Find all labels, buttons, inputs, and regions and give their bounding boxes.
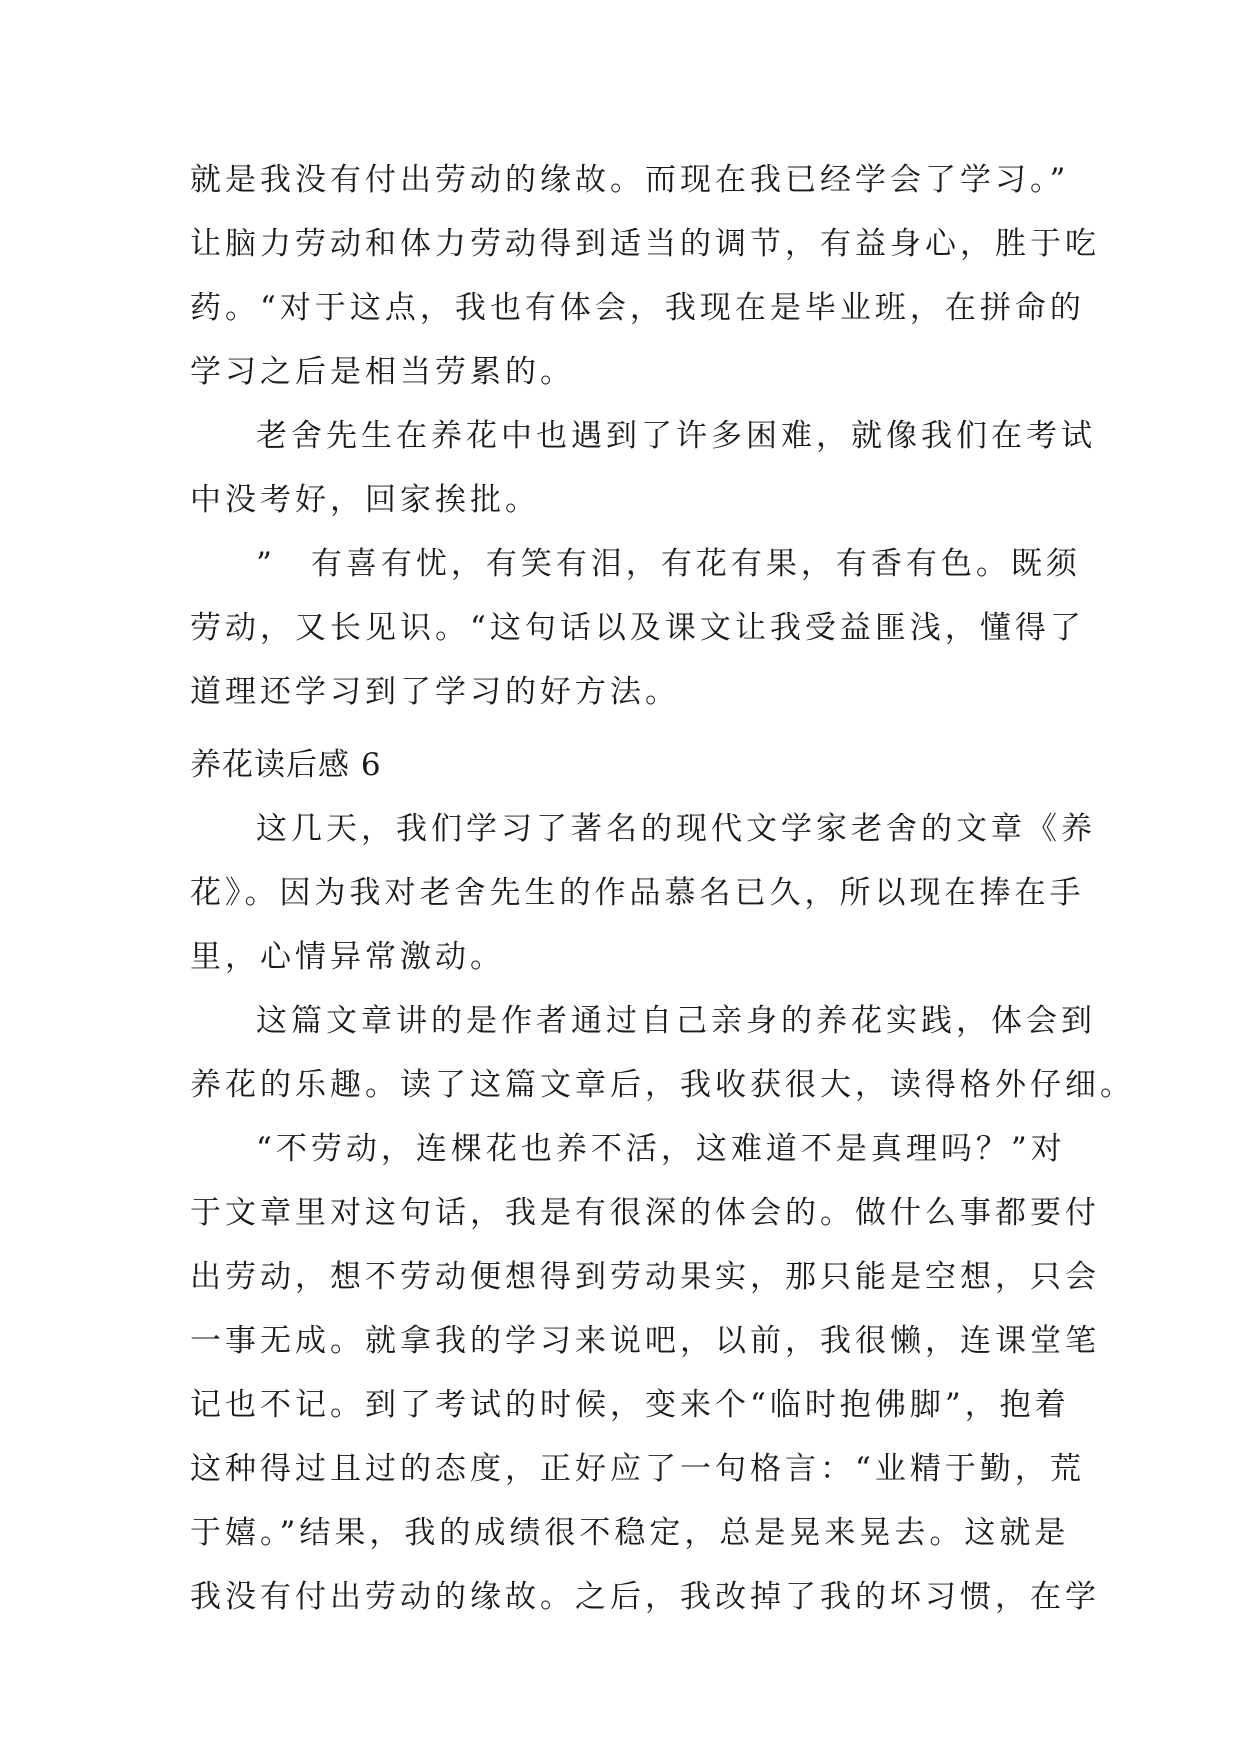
paragraph-line: 中没考好，回家挨批。 <box>190 482 540 518</box>
paragraph-line: 就是我没有付出劳动的缘故。而现在我已经学会了学习。” <box>190 162 1070 198</box>
paragraph-line: 学习之后是相当劳累的。 <box>190 354 575 390</box>
paragraph-line: 药。“对于这点，我也有体会，我现在是毕业班，在拼命的 <box>190 290 1085 326</box>
paragraph-line: “不劳动，连棵花也养不活，这难道不是真理吗？”对 <box>256 1131 1066 1167</box>
paragraph-line: 养花的乐趣。读了这篇文章后，我收获很大，读得格外仔细。 <box>190 1067 1135 1103</box>
paragraph-line: 花》。因为我对老舍先生的作品慕名已久，所以现在捧在手 <box>190 875 1085 911</box>
paragraph-line: 里，心情异常激动。 <box>190 939 505 975</box>
text-block-1 <box>190 148 1100 724</box>
paragraph-line: ” 有喜有忧，有笑有泪，有花有果，有香有色。既须 <box>256 546 1081 582</box>
paragraph-line: 于文章里对这句话，我是有很深的体会的。做什么事都要付 <box>190 1195 1100 1231</box>
paragraph-line: 一事无成。就拿我的学习来说吧，以前，我很懒，连课堂笔 <box>190 1323 1100 1359</box>
paragraph-line: 这种得过且过的态度，正好应了一句格言：“业精于勤，荒 <box>190 1451 1085 1487</box>
paragraph-line: 劳动，又长见识。“这句话以及课文让我受益匪浅，懂得了 <box>190 610 1085 646</box>
paragraph-line: 出劳动，想不劳动便想得到劳动果实，那只能是空想，只会 <box>190 1259 1100 1295</box>
paragraph-line: 这篇文章讲的是作者通过自己亲身的养花实践，体会到 <box>256 1003 1096 1039</box>
paragraph-line: 道理还学习到了学习的好方法。 <box>190 674 680 710</box>
paragraph-line: 让脑力劳动和体力劳动得到适当的调节，有益身心，胜于吃 <box>190 226 1100 262</box>
paragraph-line: 这几天，我们学习了著名的现代文学家老舍的文章《养 <box>256 811 1096 847</box>
section-heading-block <box>190 733 1052 797</box>
paragraph-line: 于嬉。”结果，我的成绩很不稳定，总是晃来晃去。这就是 <box>190 1515 1070 1551</box>
section-heading: 养花读后感 6 <box>190 747 382 783</box>
paragraph-line: 老舍先生在养花中也遇到了许多困难，就像我们在考试 <box>256 418 1096 454</box>
text-block-2 <box>190 797 1135 1629</box>
paragraph-line: 记也不记。到了考试的时候，变来个“临时抱佛脚”，抱着 <box>190 1387 1070 1423</box>
paragraph-line: 我没有付出劳动的缘故。之后，我改掉了我的坏习惯，在学 <box>190 1579 1100 1615</box>
